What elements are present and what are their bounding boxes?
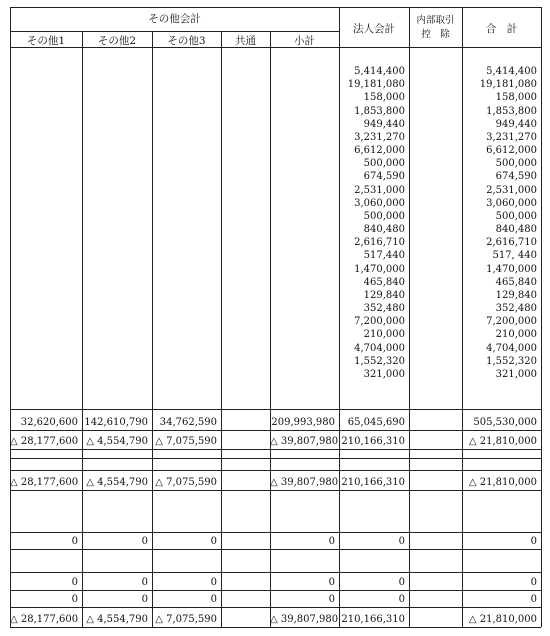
summary-row-border [10,449,541,450]
column-border [409,7,410,627]
summary-value: 0 [530,536,537,547]
detail-corporate-value: 517,440 [363,250,405,262]
header-col-internal-line2: 控 除 [421,29,450,40]
detail-corporate-value: 949,440 [363,118,405,130]
detail-corporate-value: 500,000 [363,210,405,222]
detail-corporate-value: 129,840 [363,289,405,301]
summary-value: △ 28,177,600 [10,436,79,447]
column-border [221,31,222,627]
summary-value: 0 [141,536,148,547]
detail-corporate-value: 2,531,000 [354,184,405,196]
detail-corporate-value: 1,853,800 [354,105,405,117]
summary-value: △ 7,075,590 [155,477,217,488]
detail-corporate-value: 210,000 [363,329,405,341]
detail-corporate-value: 2,616,710 [354,237,405,249]
detail-total-value: 949,440 [495,118,537,130]
column-border [10,7,11,627]
summary-row-border [10,572,541,573]
summary-value: 0 [141,577,148,588]
detail-corporate-value: 7,200,000 [354,316,405,328]
detail-total-value: 210,000 [495,329,537,341]
detail-corporate-value: 3,231,270 [354,131,405,143]
detail-corporate-value: 6,612,000 [354,145,405,157]
header-col-corporate: 法人会計 [353,23,395,35]
detail-total-value: 3,060,000 [486,197,537,209]
header-col-other2: その他2 [97,35,137,47]
summary-value: △ 39,807,980 [270,477,339,488]
detail-total-value: 465,840 [495,276,537,288]
summary-row-border [10,549,541,550]
summary-value: 0 [398,594,405,605]
summary-value: 0 [210,594,217,605]
detail-total-value: 4,704,000 [486,342,537,354]
summary-value: △ 21,810,000 [468,614,537,625]
summary-value: 210,166,310 [341,477,405,488]
summary-value: △ 7,075,590 [155,614,217,625]
header-col-other3: その他3 [167,35,206,47]
summary-value: △ 28,177,600 [10,614,79,625]
summary-value: 34,762,590 [159,417,217,428]
summary-value: △ 4,554,790 [86,477,148,488]
detail-total-value: 321,000 [495,368,537,380]
detail-total-value: 1,853,800 [486,105,537,117]
detail-corporate-value: 352,480 [363,303,405,315]
detail-corporate-value: 1,470,000 [354,263,405,275]
summary-value: △ 21,810,000 [468,477,537,488]
summary-value: 0 [398,577,405,588]
summary-value: 0 [328,536,335,547]
summary-value: △ 28,177,600 [10,477,79,488]
summary-value: 210,166,310 [341,614,405,625]
summary-row-border [10,607,541,608]
summary-value: 32,620,600 [20,417,78,428]
summary-value: 0 [141,594,148,605]
detail-total-value: 2,616,710 [486,237,537,249]
detail-corporate-value: 674,590 [363,171,405,183]
summary-row-border [10,490,541,491]
summary-row-border [10,590,541,591]
summary-value: 0 [71,577,78,588]
summary-value: △ 4,554,790 [86,614,148,625]
detail-total-value: 352,480 [495,303,537,315]
summary-value: 0 [210,577,217,588]
detail-total-value: 2,531,000 [486,184,537,196]
header-col-subtotal: 小計 [294,35,315,47]
header-col-common: 共通 [235,35,256,47]
summary-row-border [10,458,541,459]
summary-row-border [10,532,541,533]
detail-corporate-value: 321,000 [363,368,405,380]
detail-corporate-value: 158,000 [363,92,405,104]
detail-total-value: 5,414,400 [486,66,537,77]
summary-value: 210,166,310 [341,436,405,447]
summary-value: △ 7,075,590 [155,436,217,447]
detail-total-value: 1,552,320 [486,355,537,367]
detail-corporate-value: 4,704,000 [354,342,405,354]
summary-value: 0 [210,536,217,547]
summary-value: △ 39,807,980 [270,614,339,625]
detail-total-value: 840,480 [495,224,537,236]
detail-corporate-value: 500,000 [363,158,405,170]
summary-value: △ 39,807,980 [270,436,339,447]
summary-value: 0 [71,536,78,547]
summary-value: 505,530,000 [473,417,537,428]
summary-value: 0 [530,594,537,605]
summary-value: 65,045,690 [347,417,405,428]
summary-value: 0 [398,536,405,547]
header-col-total: 合 計 [485,23,518,35]
detail-corporate-value: 5,414,400 [354,66,405,77]
summary-row-border [10,409,541,410]
detail-total-value: 19,181,080 [479,79,537,91]
header-col-internal-line1: 内部取引 [416,15,455,26]
detail-corporate-value: 465,840 [363,276,405,288]
summary-value: 142,610,790 [84,417,148,428]
summary-row-border [10,470,541,471]
detail-corporate-value: 1,552,320 [354,355,405,367]
detail-total-value: 517, 440 [492,250,537,262]
summary-value: △ 4,554,790 [86,436,148,447]
summary-value: 0 [328,594,335,605]
summary-row-border [10,627,541,628]
detail-total-value: 1,470,000 [486,263,537,275]
summary-value: 209,993,980 [271,417,335,428]
detail-total-value: 500,000 [495,210,537,222]
detail-total-value: 3,231,270 [486,131,537,143]
detail-total-value: 500,000 [495,158,537,170]
summary-value: 0 [328,577,335,588]
summary-value: 0 [530,577,537,588]
summary-value: △ 21,810,000 [468,436,537,447]
header-col-other1: その他1 [26,35,66,47]
group-header-divider [10,31,339,32]
detail-total-value: 674,590 [495,171,537,183]
detail-total-value: 7,200,000 [486,316,537,328]
detail-total-value: 129,840 [495,289,537,301]
detail-corporate-value: 19,181,080 [347,79,405,91]
detail-total-value: 6,612,000 [486,145,537,157]
detail-corporate-value: 3,060,000 [354,197,405,209]
summary-value: 0 [71,594,78,605]
header-group-title: その他会計 [148,13,201,25]
column-border [541,7,542,627]
summary-row-border [10,430,541,431]
detail-total-value: 158,000 [495,92,537,104]
detail-corporate-value: 840,480 [363,224,405,236]
